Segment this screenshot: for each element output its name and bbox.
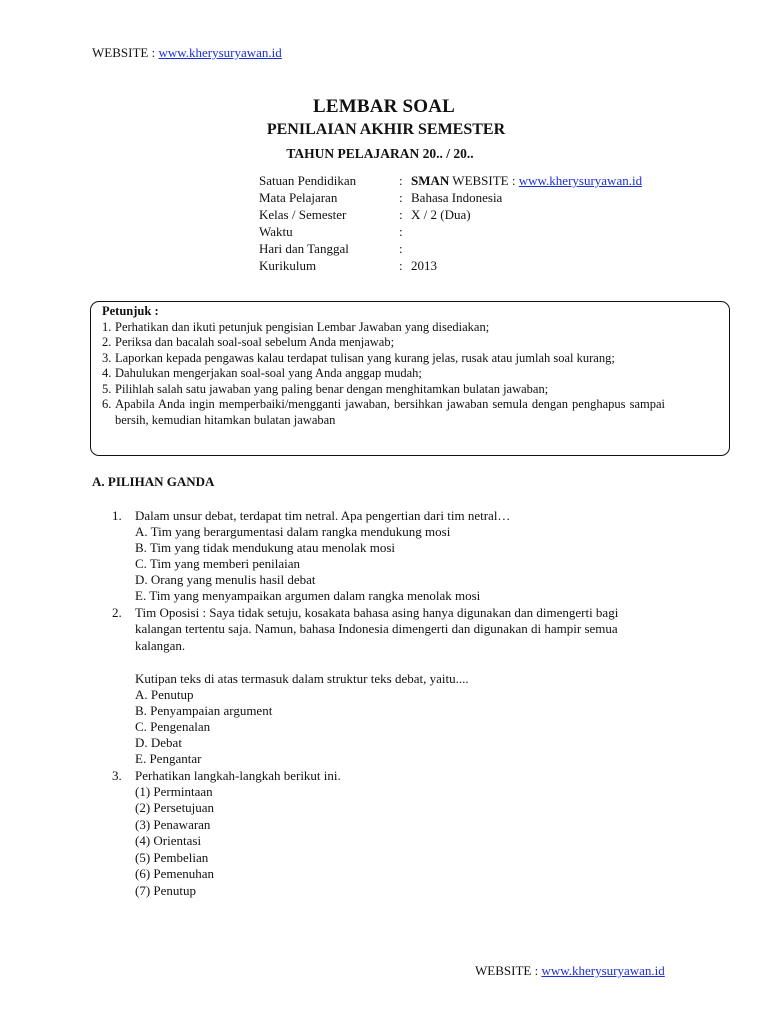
- instructions-heading: Petunjuk :: [102, 304, 159, 318]
- instruction-text: Dahulukan mengerjakan soal-soal yang Anda anggap mudah;: [115, 366, 422, 380]
- instruction-number: 2.: [102, 335, 112, 349]
- question-number: 2.: [112, 605, 122, 620]
- instruction-number: 5.: [102, 381, 112, 396]
- instruction-item: [102, 351, 665, 367]
- section-heading: A. PILIHAN GANDA: [92, 474, 215, 489]
- info-label: Satuan Pendidikan: [259, 173, 357, 188]
- info-sep: :: [399, 224, 403, 239]
- instruction-text: Periksa dan bacalah soal-soal sebelum Anda menjawab;: [115, 335, 395, 349]
- answer-option: C. Tim yang memberi penilaian: [135, 556, 301, 571]
- info-label: Waktu: [259, 224, 293, 239]
- instruction-number: 4.: [102, 366, 112, 380]
- step-item: (2) Persetujuan: [135, 800, 215, 815]
- info-row-class: [259, 206, 642, 223]
- answer-option: E. Tim yang menyampaikan argumen dalam rangka menolak mosi: [135, 588, 481, 603]
- instruction-item: [102, 320, 665, 336]
- instruction-item: [102, 366, 665, 382]
- info-sep: :: [399, 258, 403, 273]
- answer-option: A. Penutup: [135, 687, 194, 702]
- info-label: Kelas / Semester: [259, 207, 347, 222]
- info-row-curriculum: [259, 257, 642, 274]
- footer-website-link[interactable]: www.kherysuryawan.id: [541, 963, 665, 978]
- instruction-text: Perhatikan dan ikuti petunjuk pengisian Lembar Jawaban yang disediakan;: [115, 319, 490, 334]
- question-text: Perhatikan langkah-langkah berikut ini.: [135, 768, 341, 783]
- instruction-item: [102, 397, 665, 428]
- instruction-text: Apabila Anda ingin memperbaiki/mengganti jawaban, bersihkan jawaban semula dengan penghapus sampai bersih, kemudian hitamkan bulatan jawaban: [115, 397, 665, 427]
- info-label: Kurikulum: [259, 258, 317, 273]
- step-item: (4) Orientasi: [135, 833, 202, 848]
- info-row-school: [259, 172, 642, 189]
- question-text: Dalam unsur debat, terdapat tim netral. Apa pengertian dari tim netral…: [135, 508, 511, 523]
- instruction-text: Laporkan kepada pengawas kalau terdapat tulisan yang kurang jelas, rusak atau jumlah soal kurang;: [115, 350, 615, 365]
- step-item: (6) Pemenuhan: [135, 866, 215, 881]
- answer-option: B. Penyampaian argument: [135, 703, 273, 718]
- info-sep: :: [399, 241, 403, 256]
- question-number: 1.: [112, 508, 122, 523]
- instruction-item: [102, 382, 665, 398]
- info-value: X / 2 (Dua): [411, 207, 471, 222]
- step-item: (3) Penawaran: [135, 817, 211, 832]
- instruction-text: Pilihlah salah satu jawaban yang paling benar dengan menghitamkan bulatan jawaban;: [115, 381, 549, 396]
- info-value: WEBSITE :: [449, 173, 519, 188]
- step-item: (1) Permintaan: [135, 784, 213, 799]
- answer-option: D. Debat: [135, 735, 182, 750]
- question-prompt: Kutipan teks di atas termasuk dalam struktur teks debat, yaitu....: [135, 671, 469, 686]
- info-sep: :: [399, 190, 403, 205]
- instruction-item: [102, 335, 665, 351]
- instruction-number: 3.: [102, 350, 112, 365]
- document-subtitle: PENILAIAN AKHIR SEMESTER: [266, 121, 506, 138]
- step-item: (7) Penutup: [135, 883, 197, 898]
- info-value: Bahasa Indonesia: [411, 190, 503, 205]
- info-sep: :: [399, 173, 403, 188]
- footer-website: [475, 963, 665, 979]
- header-website-link[interactable]: www.kherysuryawan.id: [158, 45, 282, 60]
- header-website-label: WEBSITE :: [92, 45, 159, 60]
- info-row-date: [259, 240, 642, 257]
- info-website-link[interactable]: www.kherysuryawan.id: [518, 173, 643, 188]
- answer-option: D. Orang yang menulis hasil debat: [135, 572, 316, 587]
- instruction-number: 6.: [102, 397, 112, 411]
- info-value-bold: SMAN: [411, 173, 450, 188]
- footer-website-label: WEBSITE :: [475, 963, 542, 978]
- instructions: [102, 304, 665, 428]
- info-sep: :: [399, 207, 403, 222]
- question-number: 3.: [112, 768, 122, 783]
- answer-option: C. Pengenalan: [135, 719, 211, 734]
- answer-option: B. Tim yang tidak mendukung atau menolak mosi: [135, 540, 395, 555]
- answer-option: A. Tim yang berargumentasi dalam rangka mendukung mosi: [135, 524, 451, 539]
- exam-info-table: [259, 172, 642, 274]
- document-title: LEMBAR SOAL: [312, 96, 456, 117]
- info-row-subject: [259, 189, 642, 206]
- academic-year: TAHUN PELAJARAN 20.. / 20..: [286, 146, 474, 161]
- header-website: [92, 45, 282, 61]
- info-value: 2013: [411, 258, 437, 273]
- info-label: Hari dan Tanggal: [259, 241, 349, 256]
- info-row-time: [259, 223, 642, 240]
- answer-option: E. Pengantar: [135, 751, 202, 766]
- question-text: Tim Oposisi : Saya tidak setuju, kosakata bahasa asing hanya digunakan dan dimengerti bagi kalangan tertentu saja. Namun, bahasa Indonesia dimengerti dan digunakan di hampir semua kalangan.: [135, 605, 619, 653]
- instruction-number: 1.: [102, 319, 112, 334]
- step-item: (5) Pembelian: [135, 850, 209, 865]
- info-label: Mata Pelajaran: [259, 190, 338, 205]
